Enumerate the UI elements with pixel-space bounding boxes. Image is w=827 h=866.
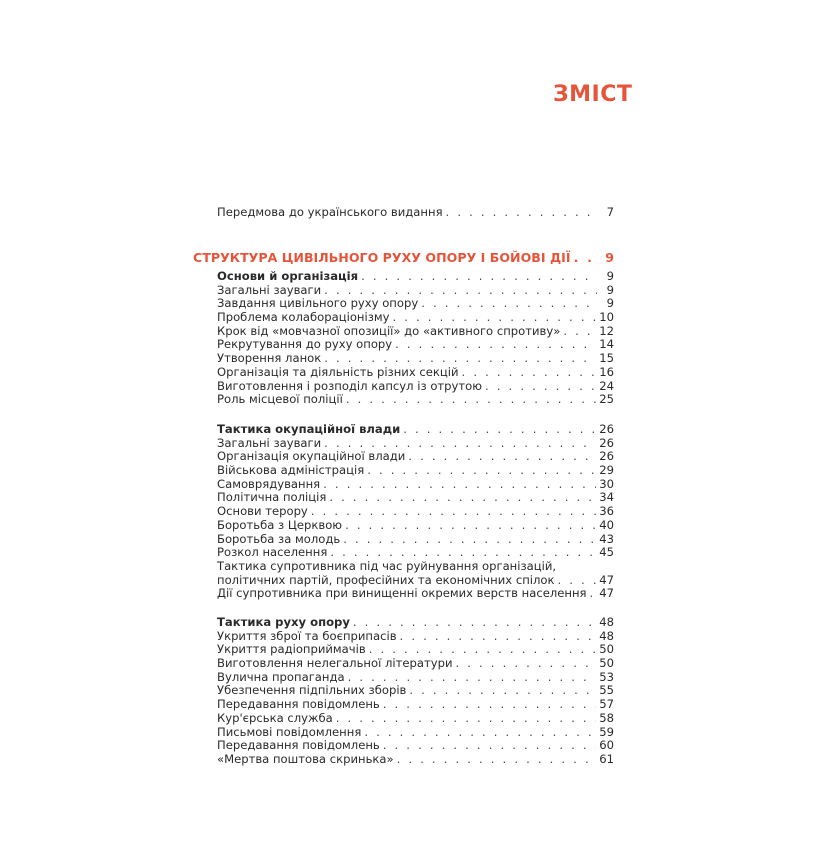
dot-leader: [324, 352, 596, 366]
entry-label: Військова адміністрація: [217, 463, 365, 478]
dot-leader: [346, 393, 596, 407]
entry-label: Убезпечення підпільних зборів: [217, 683, 407, 698]
entry-page: 36: [599, 504, 614, 519]
chapter-page: 9: [605, 250, 614, 265]
entry-page: 15: [599, 351, 614, 366]
dot-leader: [383, 739, 596, 753]
entry-label: Організація та діяльність різних секцій: [217, 364, 459, 379]
toc-entry[interactable]: [217, 684, 614, 698]
entry-page: 47: [599, 586, 614, 601]
toc-entry[interactable]: [217, 726, 614, 740]
entry-page: 25: [599, 392, 614, 407]
dot-leader: [574, 250, 597, 266]
dot-leader: [361, 270, 597, 284]
toc-entry[interactable]: [217, 437, 614, 451]
entry-label: Загальні зауваги: [217, 435, 322, 450]
entry-label: Укриття радіоприймачів: [217, 642, 366, 657]
toc-entry[interactable]: [217, 325, 614, 339]
dot-leader: [336, 712, 597, 726]
dot-leader: [364, 726, 596, 740]
dot-leader: [323, 478, 596, 492]
dot-leader: [324, 284, 597, 298]
entry-label: Вулична пропаганда: [217, 669, 345, 684]
entry-label: Організація окупаційної влади: [217, 449, 406, 464]
dot-leader: [393, 311, 597, 325]
dot-leader: [348, 671, 597, 685]
entry-page: 26: [599, 422, 614, 436]
dot-leader: [421, 297, 597, 311]
dot-leader: [446, 206, 597, 220]
entry-page: 14: [599, 337, 614, 352]
toc-section: [217, 616, 614, 767]
entry-page: 55: [599, 683, 614, 698]
entry-page: 26: [599, 449, 614, 464]
dot-leader: [462, 366, 597, 380]
dot-leader: [311, 505, 596, 519]
dot-leader: [343, 533, 596, 547]
entry-page: 10: [599, 310, 614, 325]
entry-label: Рекрутування до руху опору: [217, 337, 393, 352]
entry-label: Передавання повідомлень: [217, 697, 380, 712]
entry-label: Тактика руху опору: [217, 615, 350, 629]
entry-label: Дії супротивника при винищенні окремих верств населення: [217, 586, 587, 601]
entry-page: 30: [599, 476, 614, 491]
entry-page: 40: [599, 517, 614, 532]
dot-leader: [329, 491, 596, 505]
entry-label: Проблема колабораціонізму: [217, 310, 390, 325]
entry-page: 61: [599, 751, 614, 766]
toc-entry[interactable]: [217, 712, 614, 726]
dot-leader: [485, 380, 596, 394]
entry-page: 9: [606, 269, 614, 283]
entry-page: 58: [599, 710, 614, 725]
entry-label: Передавання повідомлень: [217, 738, 380, 753]
entry-page: 48: [599, 628, 614, 643]
toc-entry[interactable]: [217, 698, 614, 712]
toc-entry[interactable]: [217, 546, 614, 560]
toc-entry[interactable]: [217, 366, 614, 380]
dot-leader: [455, 657, 596, 671]
entry-page: 47: [599, 572, 614, 587]
section-heading[interactable]: [217, 423, 614, 437]
entry-label: Утворення ланок: [217, 351, 322, 366]
entry-page: 53: [599, 669, 614, 684]
entry-page: 26: [599, 435, 614, 450]
section-heading[interactable]: [217, 270, 614, 284]
entry-label: політичних партій, професійних та економічних спілок: [217, 572, 555, 587]
entry-page: 59: [599, 724, 614, 739]
entry-page: 24: [599, 378, 614, 393]
toc-entry[interactable]: [217, 352, 614, 366]
toc-entry[interactable]: [217, 393, 614, 407]
entry-page: 9: [606, 296, 614, 311]
entry-page: 43: [599, 531, 614, 546]
dot-leader: [345, 519, 596, 533]
section-heading[interactable]: [217, 616, 614, 630]
entry-page: 34: [599, 490, 614, 505]
chapter-label: СТРУКТУРА ЦИВІЛЬНОГО РУХУ ОПОРУ І БОЙОВІ ДІЇ: [193, 250, 571, 265]
entry-label: Письмові повідомлення: [217, 724, 362, 739]
dot-leader: [558, 574, 597, 588]
dot-leader: [409, 684, 596, 698]
dot-leader: [400, 630, 597, 644]
toc-entry[interactable]: [217, 311, 614, 325]
entry-label: Укриття зброї та боєприпасів: [217, 628, 397, 643]
toc-entry[interactable]: [217, 671, 614, 685]
toc-entry[interactable]: [217, 338, 614, 352]
entry-label: Тактика окупаційної влади: [217, 422, 401, 436]
entry-label: Основи й організація: [217, 269, 359, 283]
toc-entry[interactable]: [217, 478, 614, 492]
dot-leader: [353, 616, 596, 630]
toc-entry[interactable]: [217, 657, 614, 671]
toc-entry[interactable]: [217, 533, 614, 547]
toc-entry[interactable]: [217, 643, 614, 657]
toc-entry[interactable]: [217, 587, 614, 601]
toc-entry[interactable]: [217, 464, 614, 478]
toc-entry[interactable]: [217, 297, 614, 311]
entry-label: «Мертва поштова скринька»: [217, 751, 394, 766]
toc-entry[interactable]: [217, 505, 614, 519]
entry-label: Виготовлення і розподіл капсул із отрутою: [217, 378, 483, 393]
entry-label: Боротьба за молодь: [217, 531, 341, 546]
dot-leader: [330, 546, 596, 560]
entry-label: Самоврядування: [217, 476, 321, 491]
dot-leader: [590, 587, 597, 601]
toc-chapter[interactable]: [193, 250, 614, 266]
entry-label: Роль місцевої поліції: [217, 392, 343, 407]
dot-leader: [369, 643, 597, 657]
toc-entry[interactable]: [217, 574, 614, 588]
entry-page: 9: [606, 282, 614, 297]
toc-title: ЗМІСТ: [553, 82, 633, 107]
entry-label: Завдання цивільного руху опору: [217, 296, 419, 311]
entry-page: 45: [599, 545, 614, 560]
entry-page: 60: [599, 738, 614, 753]
entry-label-line: Тактика супротивника під час руйнування організацій,: [217, 558, 557, 573]
dot-leader: [563, 325, 596, 339]
toc-entry[interactable]: [217, 753, 614, 767]
toc-preface[interactable]: [217, 206, 614, 220]
toc-entry[interactable]: [217, 630, 614, 644]
entry-label: Передмова до українського видання: [217, 205, 443, 219]
entry-page: 29: [599, 463, 614, 478]
entry-page: 50: [599, 642, 614, 657]
toc-entry[interactable]: [217, 380, 614, 394]
dot-leader: [383, 698, 596, 712]
toc-entry[interactable]: [217, 491, 614, 505]
dot-leader: [395, 338, 596, 352]
dot-leader: [397, 753, 597, 767]
entry-label: Основи терору: [217, 504, 308, 519]
entry-label: Виготовлення нелегальної літератури: [217, 656, 453, 671]
entry-label: Політична поліція: [217, 490, 327, 505]
toc-entry[interactable]: [217, 284, 614, 298]
toc-entry[interactable]: [217, 519, 614, 533]
entry-page: 7: [606, 205, 614, 219]
entry-page: 48: [599, 615, 614, 629]
toc-section: [217, 270, 614, 407]
entry-page: 57: [599, 697, 614, 712]
entry-page: 12: [599, 323, 614, 338]
entry-label: Загальні зауваги: [217, 282, 322, 297]
entry-label: Кур'єрська служба: [217, 710, 333, 725]
entry-label: Розкол населення: [217, 545, 328, 560]
entry-page: 50: [599, 656, 614, 671]
entry-label: Боротьба з Церквою: [217, 517, 343, 532]
dot-leader: [324, 437, 596, 451]
entry-label: Крок від «мовчазної опозиції» до «активного спротиву»: [217, 323, 561, 338]
dot-leader: [408, 450, 596, 464]
dot-leader: [403, 423, 596, 437]
dot-leader: [367, 464, 596, 478]
toc-section: [217, 423, 614, 601]
toc-entry[interactable]: [217, 739, 614, 753]
entry-page: 16: [599, 364, 614, 379]
toc-entry[interactable]: [217, 450, 614, 464]
